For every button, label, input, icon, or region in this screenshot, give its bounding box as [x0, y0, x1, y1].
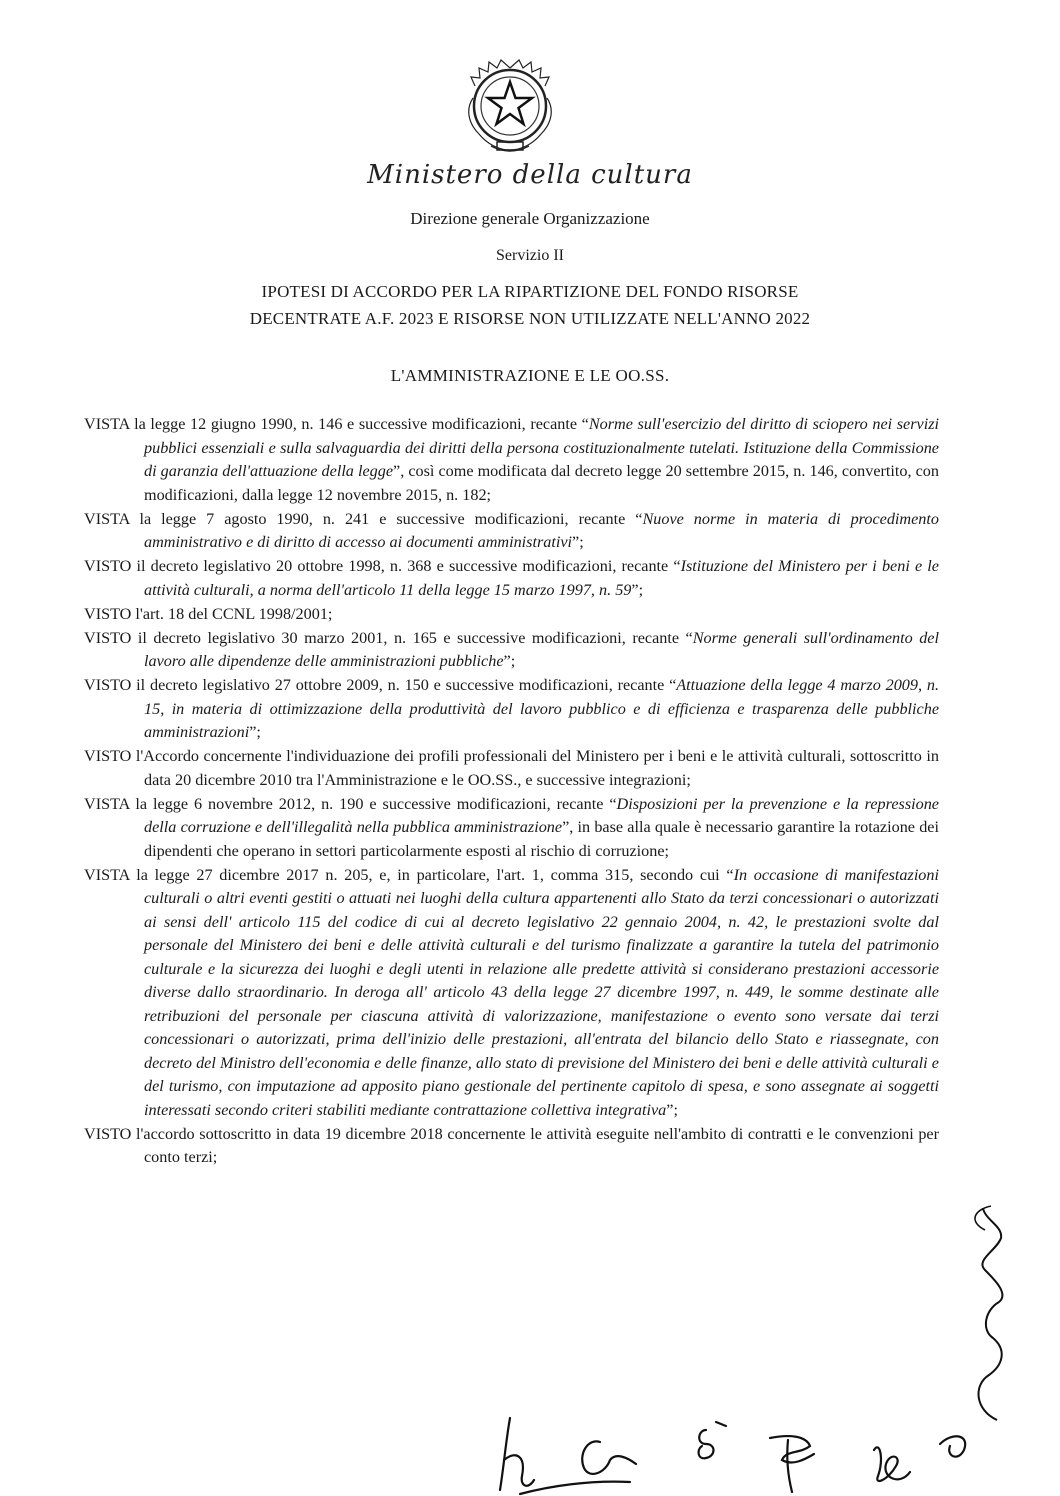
service-name: Servizio II: [496, 247, 564, 264]
clause: VISTO il decreto legislativo 30 marzo 2001, n. 165 e successive modificazioni, recante “Norme generali sull'ordinamento del lavoro alle dipendenze delle amministrazioni pubbliche”;: [84, 628, 939, 670]
parties-heading: L'AMMINISTRAZIONE E LE OO.SS.: [390, 366, 670, 385]
clause: VISTA la legge 7 agosto 1990, n. 241 e successive modificazioni, recante “Nuove norme in materia di procedimento amministrativo e di diritto di accesso ai documenti amministrativi”;: [84, 509, 939, 551]
ministry-name: Ministero della cultura: [367, 160, 693, 190]
clause: VISTA la legge 6 novembre 2012, n. 190 e successive modificazioni, recante “Disposizioni per la prevenzione e la repressione della corruzione e dell'illegalità nella pubblica amministrazione”, in base alla quale è necessario garantire la rotazione dei dipendenti che operano in settori particolarmente esposti al rischio di corruzione;: [84, 794, 939, 860]
document-body: [84, 413, 939, 1170]
title-line-2: DECENTRATE A.F. 2023 E RISORSE NON UTILIZZATE NELL'ANNO 2022: [249, 309, 811, 328]
document-title: [150, 278, 910, 332]
clause: VISTA la legge 27 dicembre 2017 n. 205, e, in particolare, l'art. 1, comma 315, secondo cui “In occasione di manifestazioni culturali o altri eventi gestiti o attuati nei luoghi della cultura appartenenti allo Stato da terzi concessionari o autorizzati ai sensi dell' articolo 115 del codice di cui al decreto legislativo 22 gennaio 2004, n. 42, le prestazioni svolte dal personale del Ministero dei beni e delle attività culturali e del turismo finalizzate a garantire la tutela del patrimonio culturale e la sicurezza dei luoghi e degli utenti in relazione alle predette attività si considerano prestazioni accessorie diverse dallo straordinario. In deroga all' articolo 43 della legge 27 dicembre 1997, n. 449, le somme destinate alle retribuzioni del personale per ciascuna attività di valorizzazione, manifestazione o evento sono versate dai terzi concessionari o autorizzati, prima dell'inizio delle prestazioni, all'entrata del bilancio dello Stato e riassegnate, con decreto del Ministro dell'economia e delle finanze, allo stato di previsione del Ministero dei beni e delle attività culturali e del turismo, con imputazione ad apposito piano gestionale del pertinente capitolo di spesa, e sono assegnate ai soggetti interessati secondo criteri stabiliti mediante contrattazione collettiva integrativa”;: [84, 865, 939, 1119]
clause: VISTO il decreto legislativo 27 ottobre 2009, n. 150 e successive modificazioni, recante “Attuazione della legge 4 marzo 2009, n. 15, in materia di ottimizzazione della produttività del lavoro pubblico e di efficienza e trasparenza delle pubbliche amministrazioni”;: [84, 676, 939, 741]
bottom-signatures: [470, 1410, 1030, 1496]
directorate-name: Direzione generale Organizzazione: [410, 209, 650, 228]
republic-emblem-icon: [461, 58, 559, 158]
title-line-1: IPOTESI DI ACCORDO PER LA RIPARTIZIONE DEL FONDO RISORSE: [261, 282, 799, 301]
clause: VISTO l'accordo sottoscritto in data 19 dicembre 2018 concernente le attività eseguite nell'ambito di contratti e le convenzioni per conto terzi;: [84, 1124, 939, 1166]
clause: VISTO l'art. 18 del CCNL 1998/2001;: [84, 604, 333, 623]
clause: VISTA la legge 12 giugno 1990, n. 146 e successive modificazioni, recante “Norme sull'esercizio del diritto di sciopero nei servizi pubblici essenziali e sulla salvaguardia dei diritti della persona costituzionalmente tutelati. Istituzione della Commissione di garanzia dell'attuazione della legge”, così come modificata dal decreto legge 20 settembre 2015, n. 146, convertito, con modificazioni, dalla legge 12 novembre 2015, n. 182;: [84, 415, 939, 504]
clause: VISTO l'Accordo concernente l'individuazione dei profili professionali del Ministero per i beni e le attività culturali, sottoscritto in data 20 dicembre 2010 tra l'Amministrazione e le OO.SS., e successive integrazioni;: [84, 747, 939, 789]
clause: VISTO il decreto legislativo 20 ottobre 1998, n. 368 e successive modificazioni, recante “Istituzione del Ministero per i beni e le attività culturali, a norma dell'articolo 11 della legge 15 marzo 1997, n. 59”;: [84, 557, 939, 599]
